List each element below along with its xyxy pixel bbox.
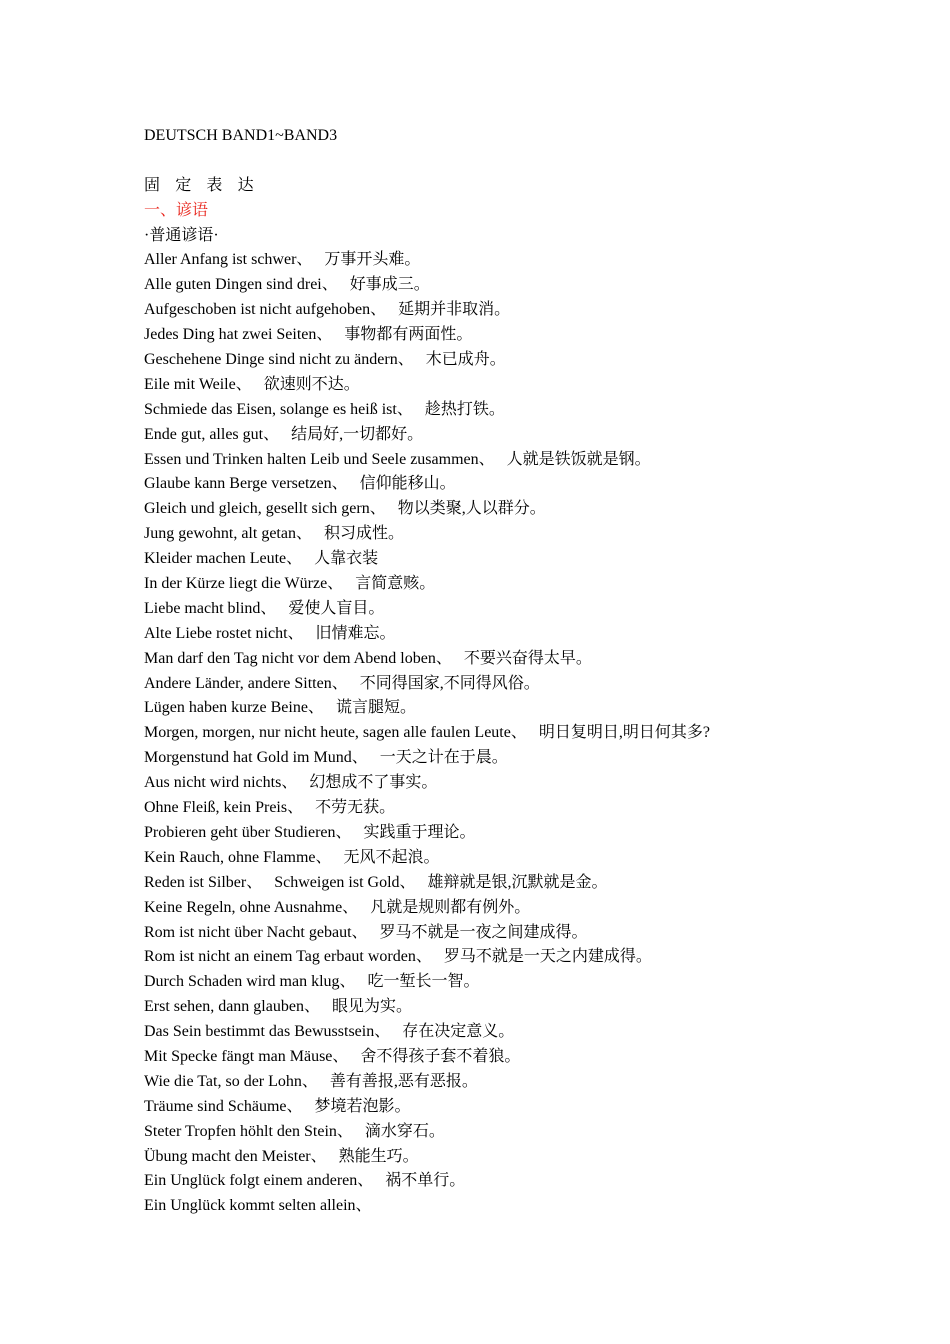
proverb-german: Kein Rauch, ohne Flamme、 — [144, 848, 332, 866]
proverb-german: Ende gut, alles gut、 — [144, 425, 280, 443]
proverb-german: Alle guten Dingen sind drei、 — [144, 276, 338, 294]
proverb-chinese: 善有善报,恶有恶报。 — [329, 1072, 478, 1090]
proverb-line — [144, 1045, 864, 1070]
proverb-chinese: 罗马不就是一天之内建成得。 — [443, 948, 652, 966]
proverb-chinese: 物以类聚,人以群分。 — [397, 500, 546, 518]
subsection-heading: 一、谚语 — [144, 201, 209, 219]
proverb-german: Rom ist nicht an einem Tag erbaut worden、 — [144, 948, 432, 966]
section-heading: 固定表达 — [144, 176, 269, 194]
proverb-chinese: 谎言腿短。 — [335, 699, 416, 717]
proverb-chinese: 信仰能移山。 — [359, 475, 456, 493]
proverb-chinese: 好事成三。 — [349, 276, 430, 294]
proverb-line — [144, 672, 864, 697]
proverb-chinese: 事物都有两面性。 — [344, 326, 473, 344]
proverb-chinese: 舍不得孩子套不着狼。 — [360, 1047, 521, 1065]
proverb-line — [144, 1120, 864, 1145]
proverb-line — [144, 298, 864, 323]
proverb-chinese: 吃一堑长一智。 — [367, 973, 480, 991]
document-title: DEUTSCH BAND1~BAND3 — [144, 127, 338, 144]
proverb-line — [144, 597, 864, 622]
proverb-line — [144, 796, 864, 821]
proverb-german: Mit Specke fängt man Mäuse、 — [144, 1047, 349, 1065]
proverb-german: Kleider machen Leute、 — [144, 550, 303, 568]
proverb-chinese: 积习成性。 — [323, 525, 404, 543]
proverb-line — [144, 1194, 864, 1219]
proverb-line — [144, 522, 864, 547]
proverb-line — [144, 696, 864, 721]
proverb-line — [144, 423, 864, 448]
proverb-chinese: 雄辩就是银,沉默就是金。 — [427, 873, 608, 891]
proverb-chinese: 梦境若泡影。 — [314, 1097, 411, 1115]
proverb-german: Aufgeschoben ist nicht aufgehoben、 — [144, 301, 387, 319]
proverb-german: Ohne Fleiß, kein Preis、 — [144, 799, 304, 817]
proverb-chinese: 幻想成不了事实。 — [309, 774, 438, 792]
proverb-german: Morgenstund hat Gold im Mund、 — [144, 749, 368, 767]
proverb-chinese: 眼见为实。 — [331, 998, 412, 1016]
proverb-german: In der Kürze liegt die Würze、 — [144, 575, 344, 593]
proverb-german: Jung gewohnt, alt getan、 — [144, 525, 312, 543]
proverb-chinese: 人靠衣装 — [314, 550, 379, 568]
proverb-line — [144, 323, 864, 348]
proverb-chinese: 熟能生巧。 — [338, 1147, 419, 1165]
proverb-chinese: 不劳无获。 — [315, 799, 396, 817]
proverb-chinese: 结局好,一切都好。 — [291, 425, 424, 443]
proverb-line — [144, 472, 864, 497]
proverb-chinese: 不同得国家,不同得风俗。 — [359, 674, 540, 692]
proverb-german: Übung macht den Meister、 — [144, 1147, 327, 1165]
proverb-line — [144, 622, 864, 647]
proverb-chinese: 一天之计在于晨。 — [379, 749, 508, 767]
proverb-german: Andere Länder, andere Sitten、 — [144, 674, 348, 692]
proverb-line — [144, 1020, 864, 1045]
proverb-german: Ein Unglück folgt einem anderen、 — [144, 1172, 374, 1190]
proverb-german: Morgen, morgen, nur nicht heute, sagen alle faulen Leute、 — [144, 724, 527, 742]
proverb-chinese: 罗马不就是一夜之间建成得。 — [379, 923, 588, 941]
proverb-german: Gleich und gleich, gesellt sich gern、 — [144, 500, 386, 518]
proverb-chinese: 木已成舟。 — [425, 351, 506, 369]
proverb-german: Essen und Trinken halten Leib und Seele zusammen、 — [144, 450, 495, 468]
proverb-german: Probieren geht über Studieren、 — [144, 823, 352, 841]
proverb-german: Schmiede das Eisen, solange es heiß ist、 — [144, 400, 413, 418]
proverb-line — [144, 398, 864, 423]
proverb-german: Reden ist Silber、 — [144, 873, 263, 891]
proverb-german: Glaube kann Berge versetzen、 — [144, 475, 348, 493]
proverb-german: Durch Schaden wird man klug、 — [144, 973, 356, 991]
proverb-line — [144, 1145, 864, 1170]
proverb-line — [144, 348, 864, 373]
proverb-german: Schweigen ist Gold、 — [274, 873, 416, 891]
proverb-chinese: 人就是铁饭就是钢。 — [506, 450, 651, 468]
category-label: ·普通谚语· — [144, 226, 219, 244]
proverb-german: Keine Regeln, ohne Ausnahme、 — [144, 898, 359, 916]
proverb-german: Eile mit Weile、 — [144, 375, 252, 393]
proverb-german: Wie die Tat, so der Lohn、 — [144, 1072, 318, 1090]
proverb-german: Jedes Ding hat zwei Seiten、 — [144, 326, 333, 344]
proverb-line — [144, 921, 864, 946]
proverb-line — [144, 373, 864, 398]
proverb-chinese: 实践重于理论。 — [363, 823, 476, 841]
proverb-line — [144, 871, 864, 896]
proverb-line — [144, 647, 864, 672]
proverb-german: Rom ist nicht über Nacht gebaut、 — [144, 923, 368, 941]
proverb-chinese: 趁热打铁。 — [424, 400, 505, 418]
proverb-line — [144, 1095, 864, 1120]
proverb-chinese: 祸不单行。 — [385, 1172, 466, 1190]
proverb-chinese: 明日复明日,明日何其多? — [538, 724, 710, 742]
proverb-chinese: 延期并非取消。 — [398, 301, 511, 319]
proverb-chinese: 不要兴奋得太早。 — [463, 649, 592, 667]
proverb-line — [144, 572, 864, 597]
proverb-german: Alte Liebe rostet nicht、 — [144, 624, 304, 642]
proverb-german: Geschehene Dinge sind nicht zu ändern、 — [144, 351, 414, 369]
proverb-chinese: 爱使人盲目。 — [288, 599, 385, 617]
proverb-german: Lügen haben kurze Beine、 — [144, 699, 324, 717]
proverb-german: Das Sein bestimmt das Bewusstsein、 — [144, 1023, 391, 1041]
proverb-line — [144, 448, 864, 473]
proverb-chinese: 欲速则不达。 — [263, 375, 360, 393]
proverb-german: Aus nicht wird nichts、 — [144, 774, 298, 792]
proverb-chinese: 存在决定意义。 — [402, 1023, 515, 1041]
proverb-chinese: 万事开头难。 — [324, 251, 421, 269]
proverb-line — [144, 746, 864, 771]
proverb-line — [144, 945, 864, 970]
proverb-chinese: 凡就是规则都有例外。 — [370, 898, 531, 916]
proverb-line — [144, 721, 864, 746]
proverb-german: Träume sind Schäume、 — [144, 1097, 303, 1115]
proverb-chinese: 无风不起浪。 — [343, 848, 440, 866]
proverb-line — [144, 846, 864, 871]
proverb-line — [144, 248, 864, 273]
proverb-line — [144, 497, 864, 522]
proverb-list — [144, 248, 864, 1219]
proverb-line — [144, 547, 864, 572]
proverb-german: Erst sehen, dann glauben、 — [144, 998, 320, 1016]
proverb-chinese: 言简意赅。 — [355, 575, 436, 593]
proverb-chinese: 旧情难忘。 — [315, 624, 396, 642]
proverb-german: Steter Tropfen höhlt den Stein、 — [144, 1122, 353, 1140]
proverb-line — [144, 821, 864, 846]
proverb-german: Aller Anfang ist schwer、 — [144, 251, 313, 269]
proverb-chinese: 滴水穿石。 — [364, 1122, 445, 1140]
proverb-line — [144, 896, 864, 921]
proverb-german: Man darf den Tag nicht vor dem Abend loben、 — [144, 649, 452, 667]
proverb-line — [144, 1070, 864, 1095]
document-page — [144, 124, 864, 1219]
proverb-line — [144, 771, 864, 796]
proverb-line — [144, 273, 864, 298]
proverb-line — [144, 1169, 864, 1194]
proverb-line — [144, 970, 864, 995]
proverb-line — [144, 995, 864, 1020]
proverb-german: Ein Unglück kommt selten allein、 — [144, 1197, 372, 1215]
proverb-german: Liebe macht blind、 — [144, 599, 277, 617]
